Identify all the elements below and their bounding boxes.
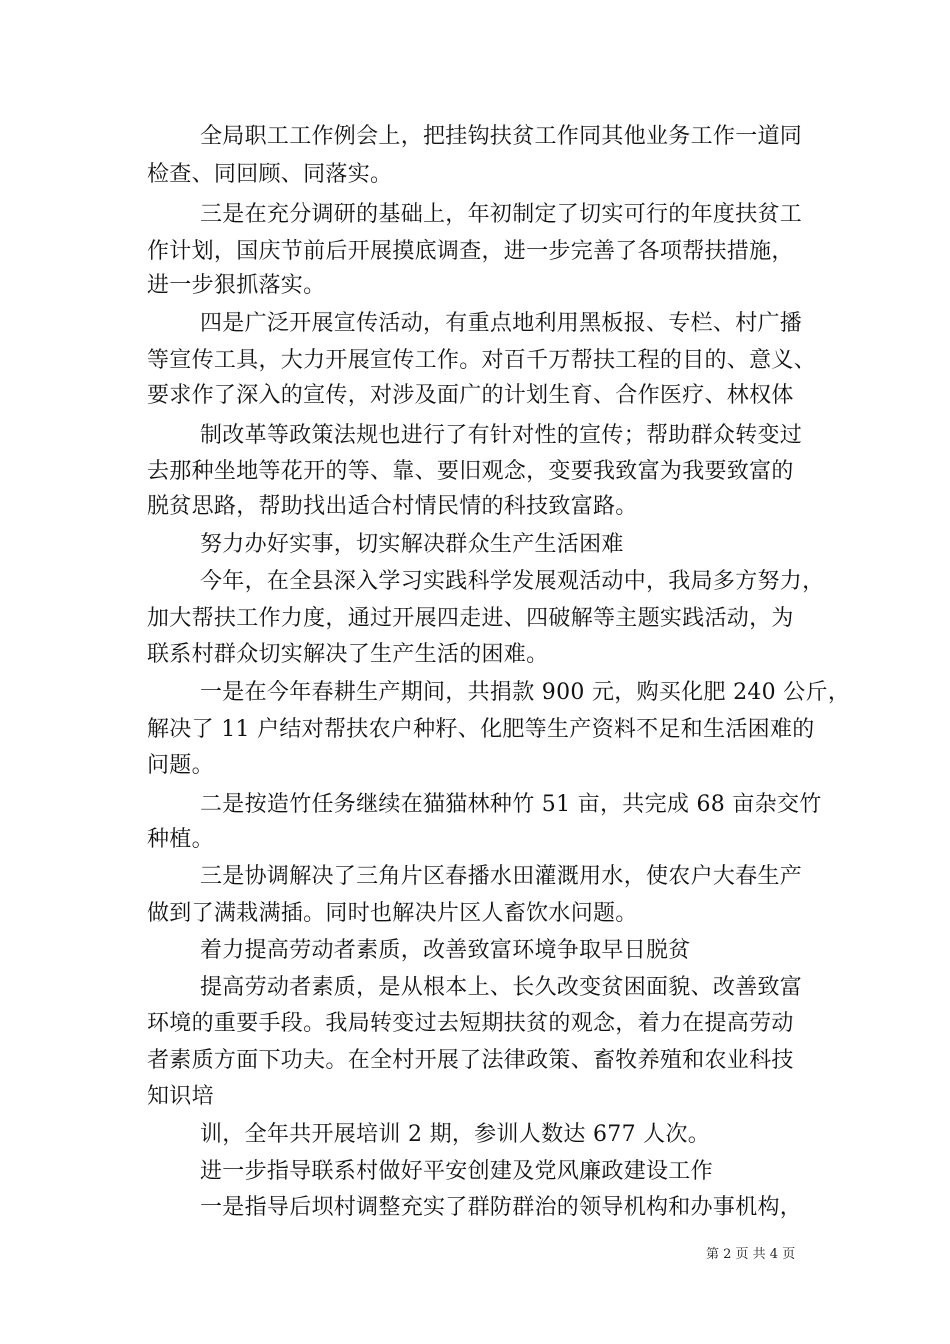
text-line: 三是协调解决了三角片区春播水田灌溉用水，使农户大春生产	[200, 864, 803, 889]
text-line: 检查、同回顾、同落实。	[147, 162, 393, 187]
text-line: 全局职工工作例会上，把挂钩扶贫工作同其他业务工作一道同	[200, 124, 803, 149]
text-line: 要求作了深入的宣传，对涉及面广的计划生育、合作医疗、林权体	[147, 383, 794, 408]
text-line: 做到了满栽满插。同时也解决片区人畜饮水问题。	[147, 901, 638, 926]
text-line: 环境的重要手段。我局转变过去短期扶贫的观念，着力在提高劳动	[147, 1011, 794, 1036]
text-line: 解决了 11 户结对帮扶农户种籽、化肥等生产资料不足和生活困难的	[147, 717, 815, 742]
text-line: 制改革等政策法规也进行了有针对性的宣传；帮助群众转变过	[200, 423, 803, 448]
section-heading: 进一步指导联系村做好平安创建及党风廉政建设工作	[200, 1159, 713, 1184]
section-heading: 着力提高劳动者素质，改善致富环境争取早日脱贫	[200, 938, 691, 963]
text-line: 脱贫思路，帮助找出适合村情民情的科技致富路。	[147, 494, 638, 519]
text-line: 等宣传工具，大力开展宣传工作。对百千万帮扶工程的目的、意义、	[147, 348, 817, 373]
text-line: 种植。	[147, 827, 214, 852]
text-line: 三是在充分调研的基础上，年初制定了切实可行的年度扶贫工	[200, 202, 803, 227]
text-line: 去那种坐地等花开的等、靠、要旧观念，变要我致富为我要致富的	[147, 459, 794, 484]
text-line: 今年，在全县深入学习实践科学发展观活动中，我局多方努力，	[200, 569, 825, 594]
text-line: 一是在今年春耕生产期间，共捐款 900 元，购买化肥 240 公斤，	[200, 680, 851, 705]
text-line: 一是指导后坝村调整充实了群防群治的领导机构和办事机构，	[200, 1195, 803, 1220]
text-line: 训，全年共开展培训 2 期，参训人数达 677 人次。	[200, 1122, 711, 1147]
text-line: 二是按造竹任务继续在猫猫林种竹 51 亩，共完成 68 亩杂交竹	[200, 792, 822, 817]
text-line: 作计划，国庆节前后开展摸底调查，进一步完善了各项帮扶措施，	[147, 239, 794, 264]
page-number: 第 2 页 共 4 页	[706, 1247, 796, 1262]
text-line: 问题。	[147, 753, 214, 778]
text-line: 知识培	[147, 1084, 214, 1109]
text-line: 四是广泛开展宣传活动，有重点地利用黑板报、专栏、村广播	[200, 311, 803, 336]
text-line: 加大帮扶工作力度，通过开展四走进、四破解等主题实践活动，为	[147, 606, 794, 631]
section-heading: 努力办好实事，切实解决群众生产生活困难	[200, 532, 624, 557]
text-line: 联系村群众切实解决了生产生活的困难。	[147, 642, 549, 667]
text-line: 进一步狠抓落实。	[147, 273, 326, 298]
text-line: 者素质方面下功夫。在全村开展了法律政策、畜牧养殖和农业科技	[147, 1048, 794, 1073]
text-line: 提高劳动者素质，是从根本上、长久改变贫困面貌、改善致富	[200, 975, 803, 1000]
